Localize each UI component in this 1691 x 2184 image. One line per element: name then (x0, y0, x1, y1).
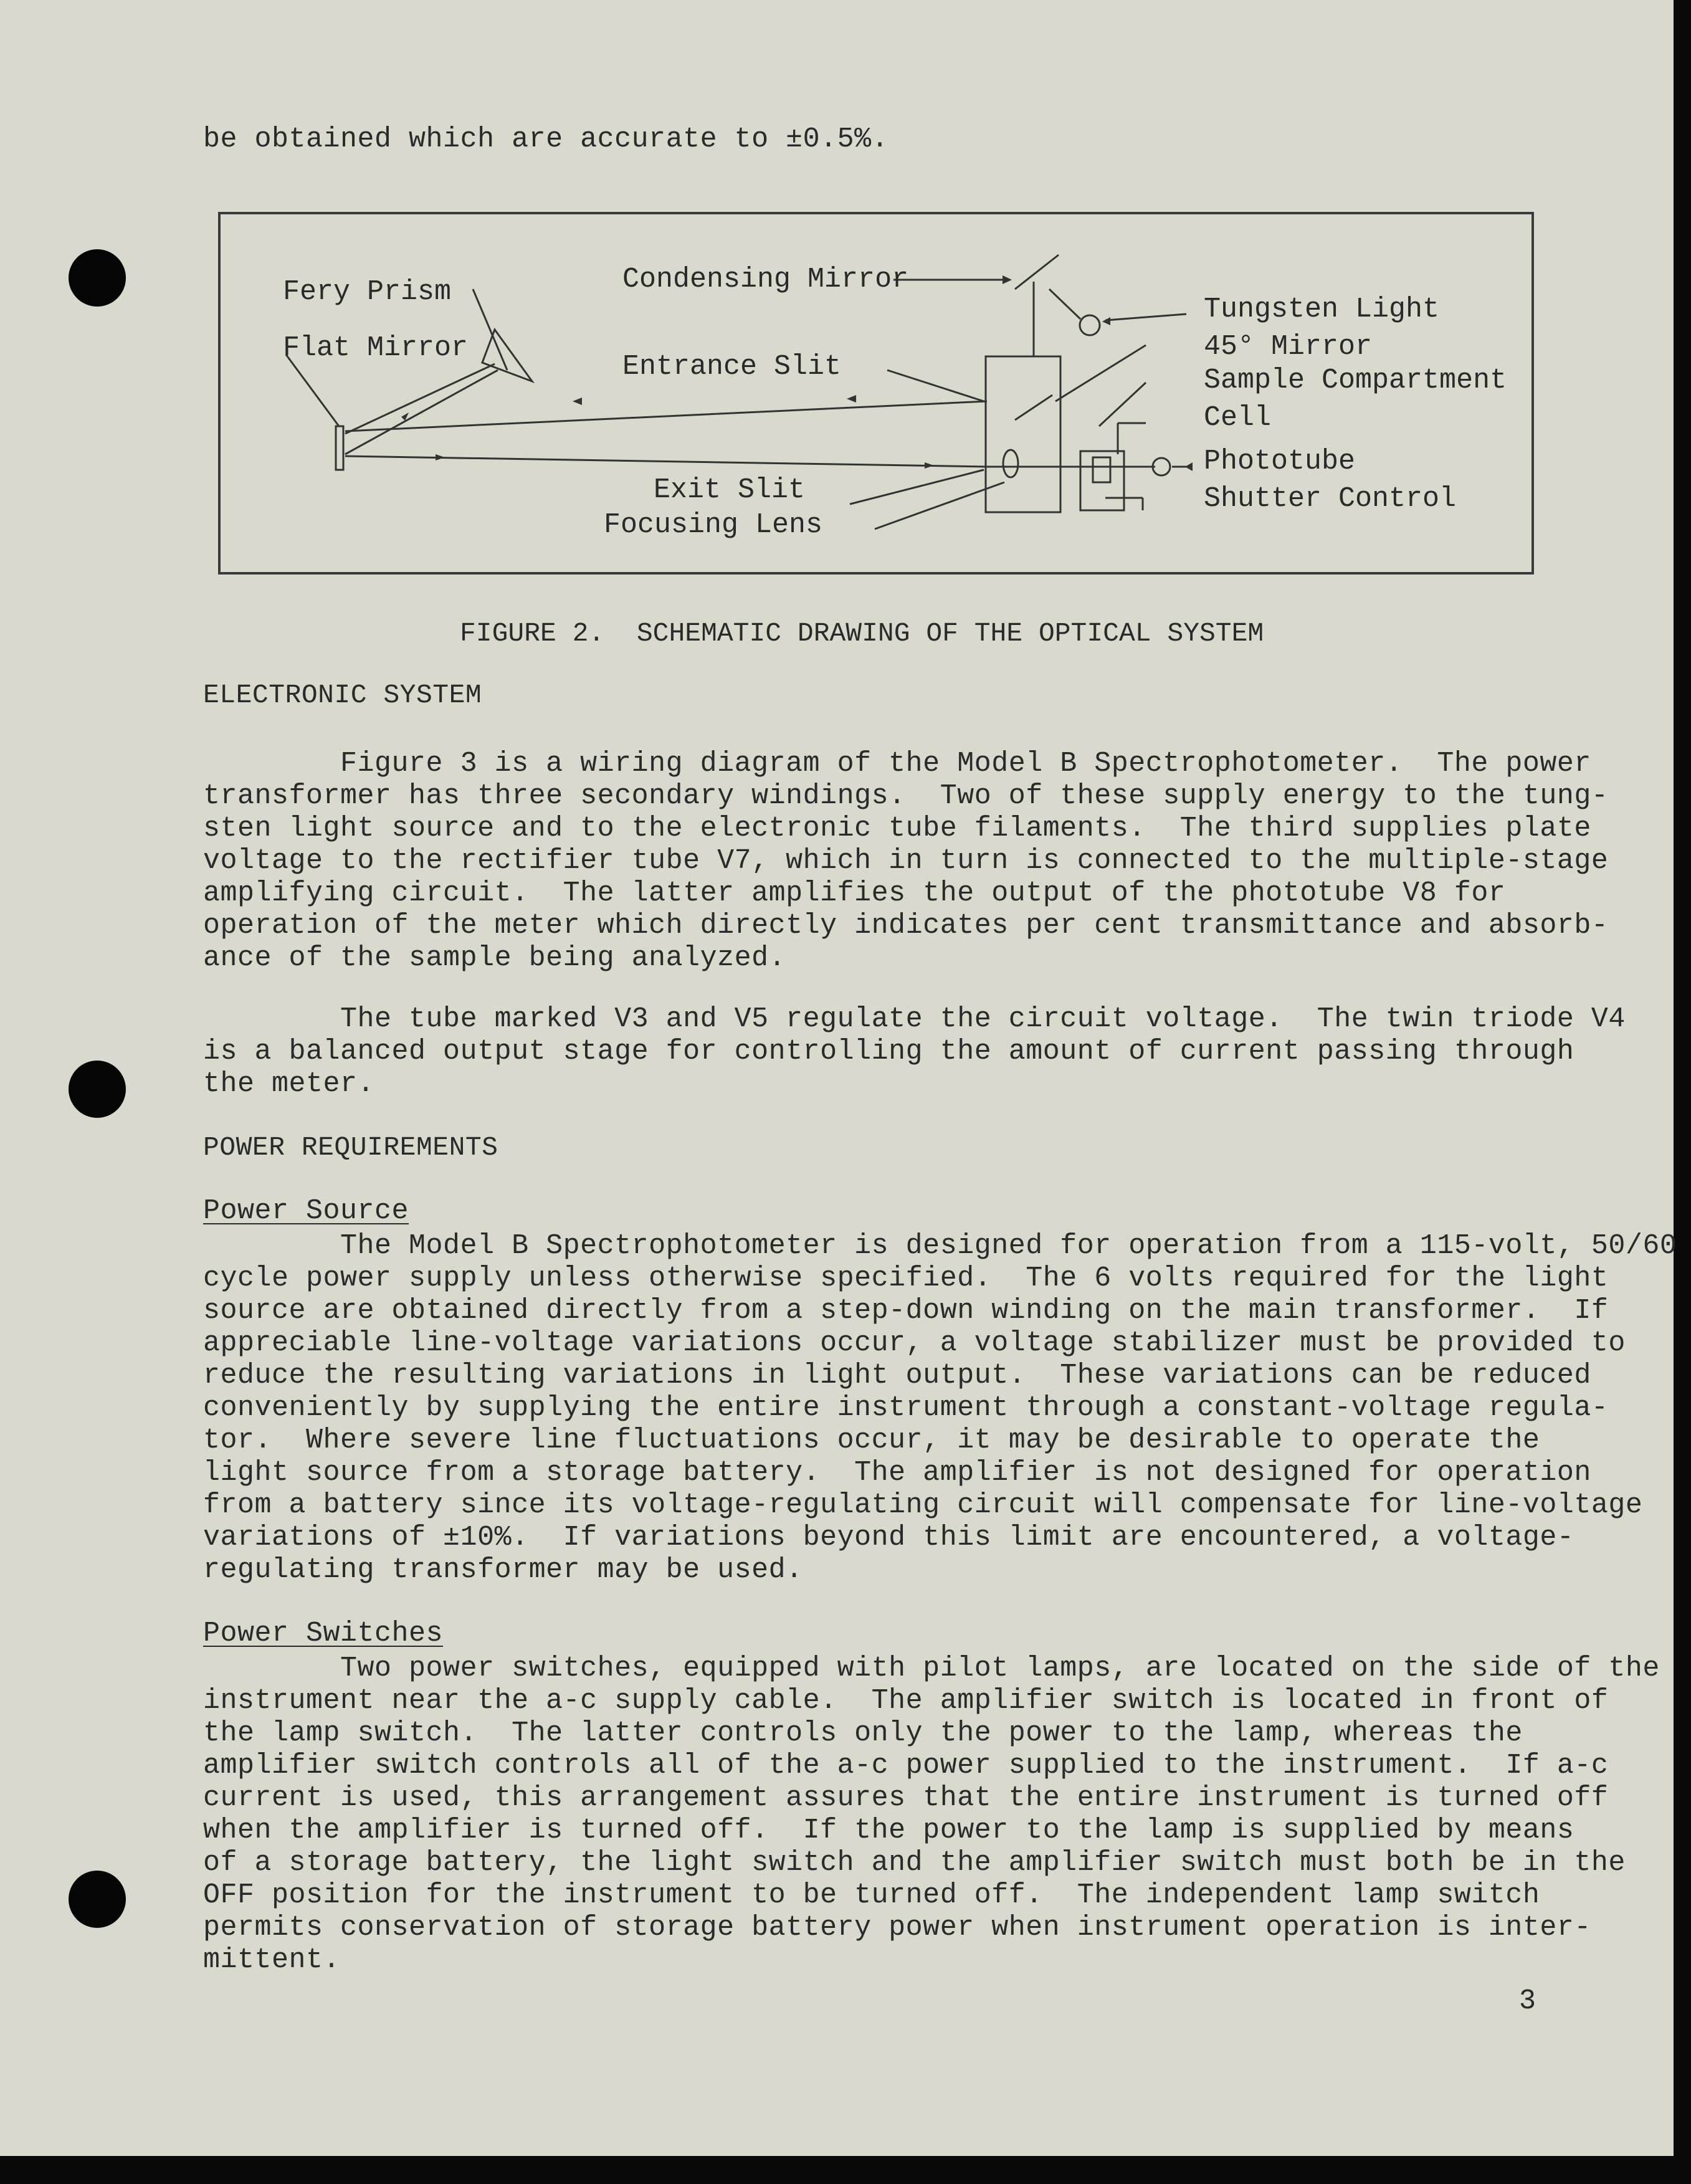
slit-housing-shape (986, 356, 1060, 512)
label-tungsten-light: Tungsten Light (1204, 293, 1440, 325)
paragraph-tubes-line: the meter. (203, 1068, 375, 1100)
paragraph-power-source-line: variations of ±10%. If variations beyond this limit are encountered, a voltage- (203, 1522, 1574, 1553)
paragraph-power-switches-line: current is used, this arrangement assures that the entire instrument is turned off (203, 1782, 1609, 1814)
label-cell: Cell (1204, 402, 1272, 434)
beam-line (345, 364, 495, 434)
label-condensing-mirror: Condensing Mirror (622, 264, 909, 295)
paragraph-tubes-line: is a balanced output stage for controlling the amount of current passing through (203, 1036, 1574, 1067)
label-fery-prism: Fery Prism (283, 276, 452, 308)
paragraph-power-switches-line: mittent. (203, 1944, 341, 1976)
label-focusing-lens: Focusing Lens (604, 509, 823, 541)
label-phototube: Phototube (1204, 446, 1356, 477)
paragraph-electronic-line: sten light source and to the electronic tube filaments. The third supplies plate (203, 813, 1591, 844)
paragraph-power-source-line: source are obtained directly from a step-down winding on the main transformer. If (203, 1295, 1609, 1327)
paragraph-electronic-line: voltage to the rectifier tube V7, which in turn is connected to the multiple-stage (203, 845, 1609, 877)
label-flat-mirror: Flat Mirror (283, 332, 469, 364)
label-45-mirror: 45° Mirror (1204, 331, 1373, 363)
paragraph-electronic-line: transformer has three secondary windings. Two of these supply energy to the tung- (203, 780, 1609, 812)
paragraph-electronic-line: ance of the sample being analyzed. (203, 942, 786, 974)
phototube-shape (1153, 458, 1170, 475)
paragraph-power-switches-line: instrument near the a-c supply cable. The amplifier switch is located in front of (203, 1685, 1609, 1717)
continuation-line: be obtained which are accurate to ±0.5%. (203, 123, 889, 155)
tungsten-light-shape (1080, 315, 1100, 335)
figure-caption: FIGURE 2. SCHEMATIC DRAWING OF THE OPTICAL SYSTEM (460, 618, 1264, 649)
paragraph-power-switches-line: of a storage battery, the light switch and the amplifier switch must both be in the (203, 1847, 1626, 1879)
beam-line (345, 401, 987, 431)
paragraph-electronic-line: Figure 3 is a wiring diagram of the Model B Spectrophotometer. The power (203, 748, 1591, 780)
cell-shape (1093, 457, 1110, 482)
label-exit-slit: Exit Slit (654, 474, 806, 506)
beam-line (345, 370, 498, 454)
paragraph-power-source-line: light source from a storage battery. The amplifier is not designed for operation (203, 1457, 1591, 1489)
paragraph-power-switches-line: when the amplifier is turned off. If the power to the lamp is supplied by means (203, 1814, 1574, 1846)
subheading-power-source: Power Source (203, 1195, 409, 1227)
paragraph-tubes-line: The tube marked V3 and V5 regulate the circuit voltage. The twin triode V4 (203, 1003, 1626, 1035)
punch-hole (69, 249, 126, 307)
section-heading-power: POWER REQUIREMENTS (203, 1132, 498, 1163)
label-shutter-control: Shutter Control (1204, 483, 1457, 515)
paragraph-power-switches-line: the lamp switch. The latter controls only the power to the lamp, whereas the (203, 1717, 1523, 1749)
subheading-power-switches: Power Switches (203, 1618, 444, 1649)
optical-schematic-figure (218, 212, 1534, 575)
mirror-45-shape (1015, 395, 1052, 420)
paragraph-power-switches-line: amplifier switch controls all of the a-c power supplied to the instrument. If a-c (203, 1750, 1609, 1781)
paragraph-power-source-line: tor. Where severe line fluctuations occur, it may be desirable to operate the (203, 1424, 1540, 1456)
paragraph-power-switches-line: Two power switches, equipped with pilot lamps, are located on the side of the (203, 1652, 1660, 1684)
paragraph-power-source-line: regulating transformer may be used. (203, 1554, 803, 1586)
paragraph-electronic-line: amplifying circuit. The latter amplifies the output of the phototube V8 for (203, 877, 1506, 909)
paragraph-power-source-line: The Model B Spectrophotometer is designed for operation from a 115-volt, 50/60 (203, 1230, 1677, 1262)
label-sample-compartment: Sample Compartment (1204, 365, 1507, 396)
paragraph-power-source-line: cycle power supply unless otherwise specified. The 6 volts required for the light (203, 1262, 1609, 1294)
paragraph-power-source-line: reduce the resulting variations in light output. These variations can be reduced (203, 1360, 1591, 1391)
flat-mirror-shape (336, 426, 343, 470)
punch-hole (69, 1061, 126, 1118)
paragraph-power-source-line: conveniently by supplying the entire instrument through a constant-voltage regula- (203, 1392, 1609, 1424)
paragraph-power-source-line: appreciable line-voltage variations occur, a voltage stabilizer must be provided to (203, 1327, 1626, 1359)
paragraph-power-source-line: from a battery since its voltage-regulating circuit will compensate for line-voltage (203, 1489, 1643, 1521)
label-entrance-slit: Entrance Slit (622, 351, 842, 383)
paragraph-power-switches-line: permits conservation of storage battery power when instrument operation is inter- (203, 1912, 1591, 1943)
page-number: 3 (1519, 1985, 1536, 2017)
punch-hole (69, 1871, 126, 1928)
condensing-mirror-shape (1015, 255, 1059, 289)
section-heading-electronic: ELECTRONIC SYSTEM (203, 680, 482, 710)
paragraph-power-switches-line: OFF position for the instrument to be turned off. The independent lamp switch (203, 1879, 1540, 1911)
sample-compartment-shape (1080, 451, 1124, 510)
focusing-lens-shape (1003, 450, 1018, 477)
beam-line (1049, 289, 1080, 319)
paragraph-electronic-line: operation of the meter which directly indicates per cent transmittance and absorb- (203, 910, 1609, 942)
